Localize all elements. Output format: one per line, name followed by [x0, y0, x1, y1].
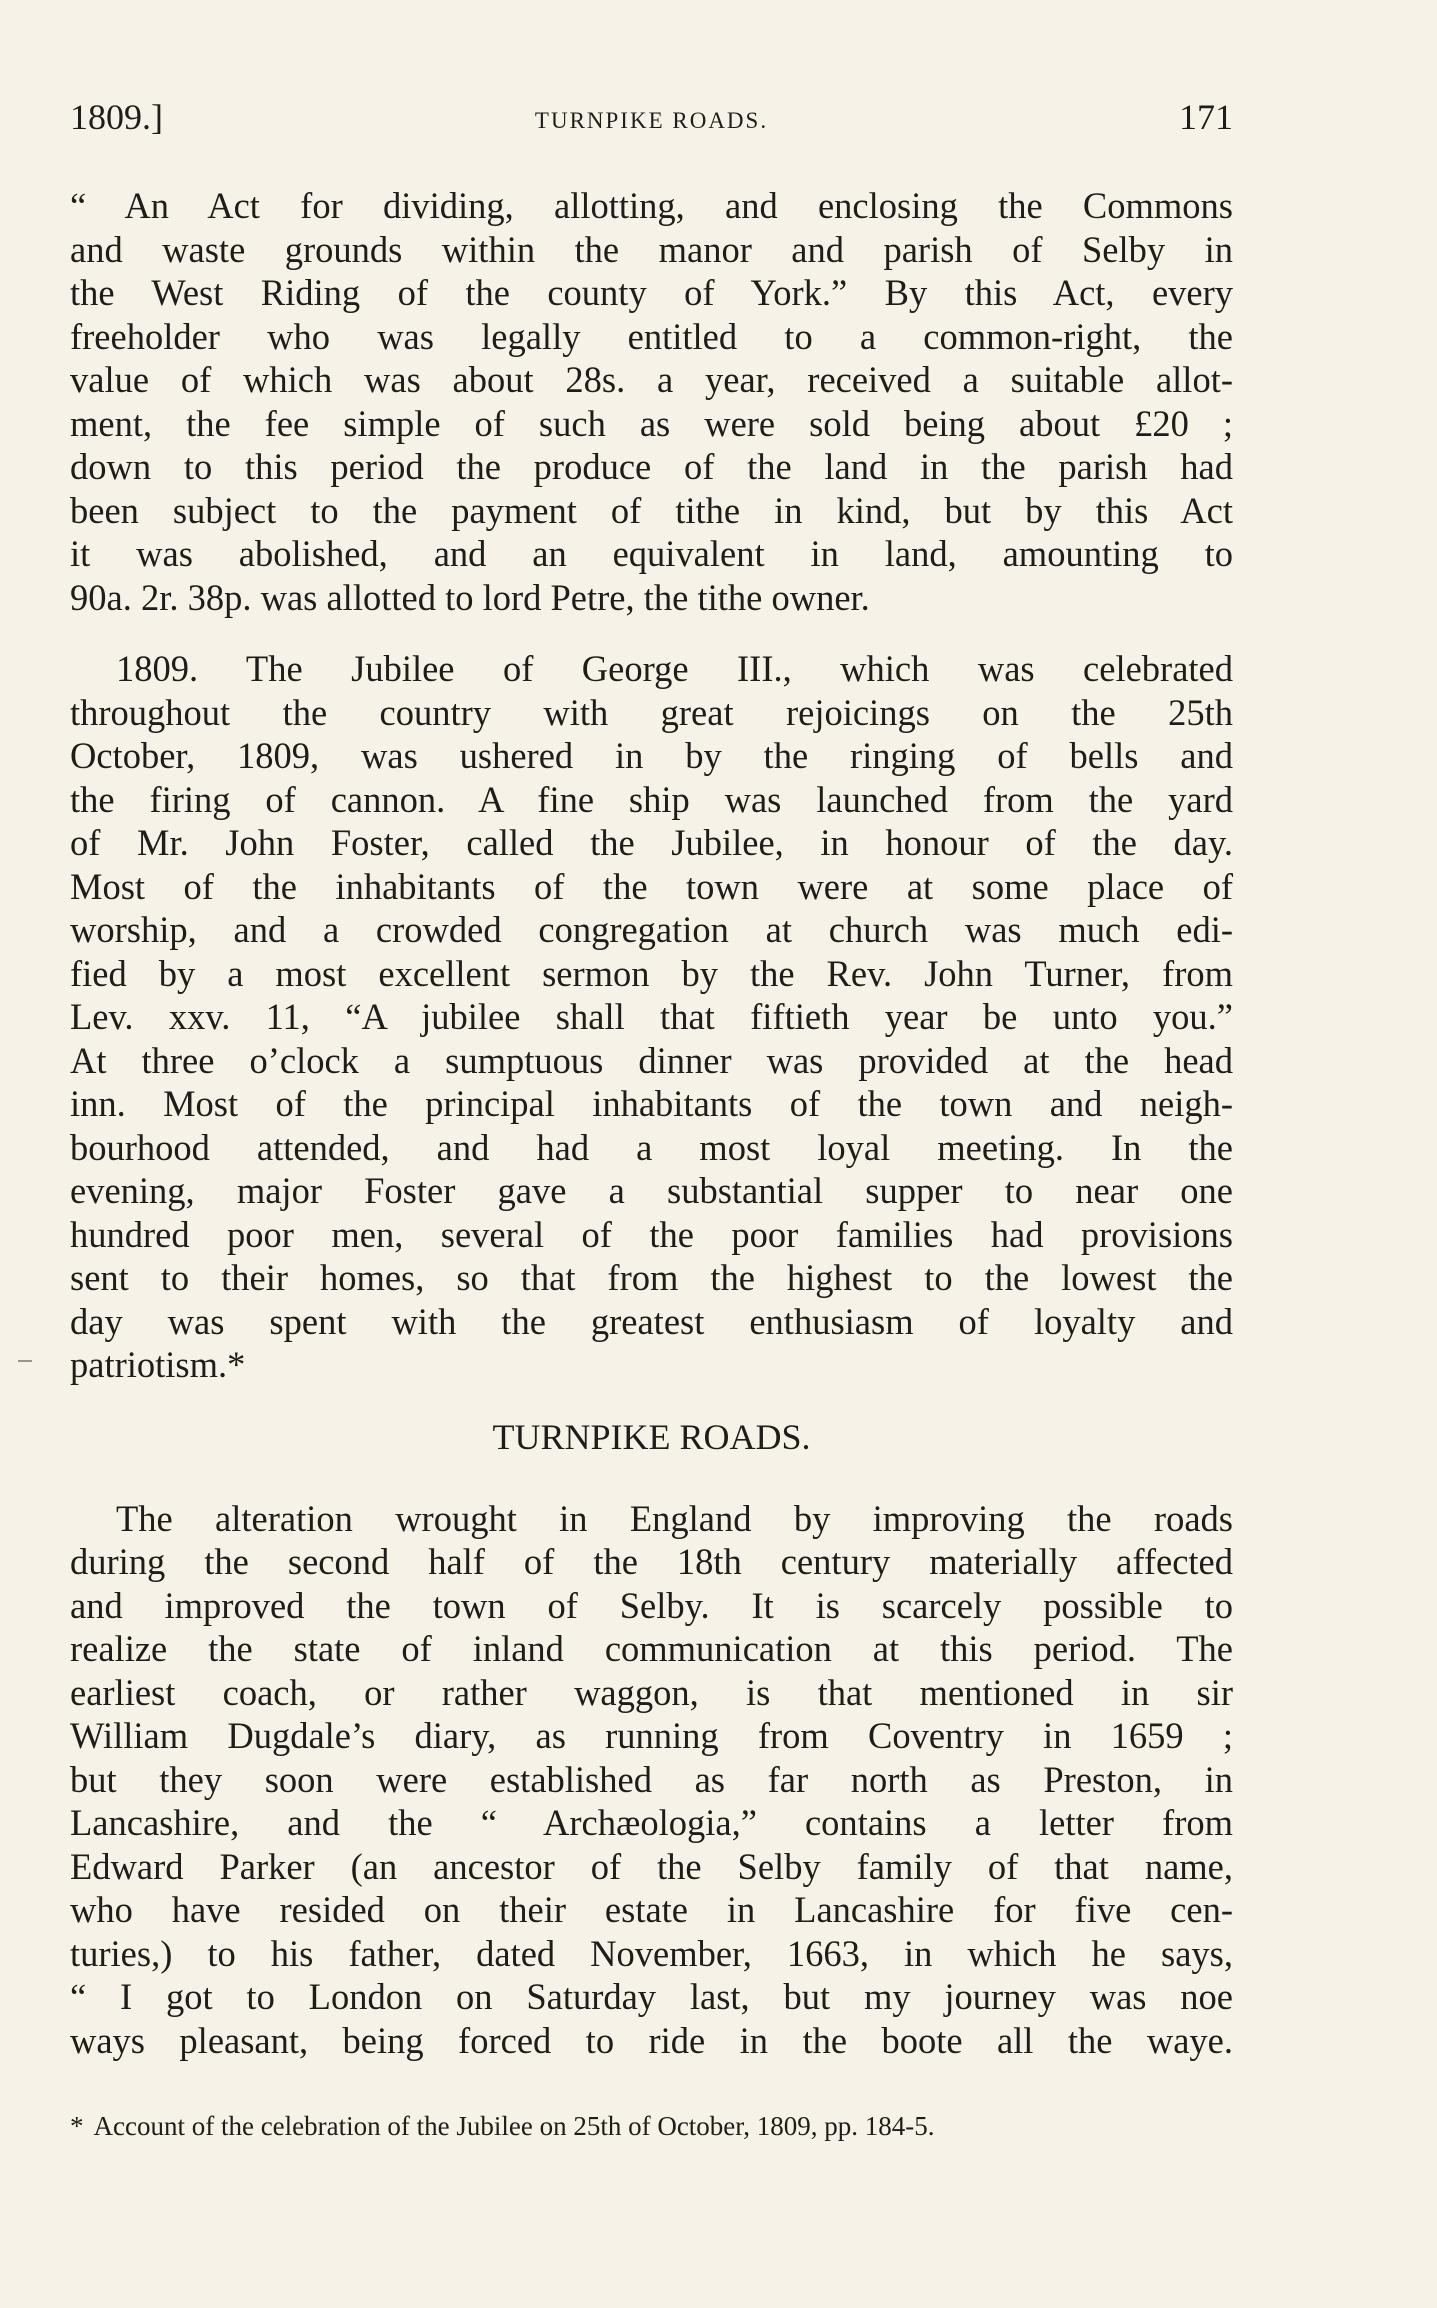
- text-line: fied by a most excellent sermon by the Rev. John Turner, from: [70, 952, 1233, 994]
- text-line: October, 1809, was ushered in by the ringing of bells and: [70, 735, 1233, 776]
- text-line: and improved the town of Selby. It is scarcely possible to: [70, 1584, 1233, 1626]
- text-line: ways pleasant, being forced to ride in the boote all the waye.: [70, 2019, 1233, 2061]
- text-line: Edward Parker (an ancestor of the Selby family of that name,: [70, 1845, 1233, 1887]
- footnote-text: Account of the celebration of the Jubilee on 25th of October, 1809, pp. 184-5.: [93, 2111, 935, 2141]
- paragraph-jubilee: [70, 647, 1233, 1387]
- text-line: 1809. The Jubilee of George III., which was celebrated: [116, 648, 1233, 689]
- section-heading: TURNPIKE ROADS.: [492, 1416, 811, 1457]
- text-line: of Mr. John Foster, called the Jubilee, in honour of the day.: [70, 822, 1233, 863]
- text-line: At three o’clock a sumptuous dinner was provided at the head: [70, 1039, 1233, 1081]
- text-line: turies,) to his father, dated November, 1663, in which he says,: [70, 1932, 1233, 1974]
- text-line: value of which was about 28s. a year, received a suitable allot-: [70, 359, 1233, 400]
- text-line: realize the state of inland communication at this period. The: [70, 1628, 1233, 1669]
- text-line: but they soon were established as far north as Preston, in: [70, 1758, 1233, 1800]
- paragraph-act: [70, 184, 1233, 619]
- text-line: down to this period the produce of the land in the parish had: [70, 446, 1233, 487]
- text-line: The alteration wrought in England by improving the roads: [116, 1497, 1233, 1539]
- text-line: “ I got to London on Saturday last, but my journey was noe: [70, 1976, 1233, 2017]
- text-line: day was spent with the greatest enthusiasm of loyalty and: [70, 1300, 1233, 1342]
- text-line: Lancashire, and the “ Archæologia,” contains a letter from: [70, 1802, 1233, 1843]
- text-line: William Dugdale’s diary, as running from Coventry in 1659 ;: [70, 1715, 1233, 1756]
- text-line: evening, major Foster gave a substantial supper to near one: [70, 1170, 1233, 1211]
- text-line: patriotism.*: [70, 1344, 246, 1385]
- text-line: earliest coach, or rather waggon, is that mentioned in sir: [70, 1671, 1233, 1713]
- text-line: ment, the fee simple of such as were sold being about £20 ;: [70, 402, 1233, 444]
- footnote-marker: *: [70, 2111, 84, 2141]
- text-line: the firing of cannon. A fine ship was launched from the yard: [70, 778, 1233, 820]
- text-line: been subject to the payment of tithe in kind, but by this Act: [70, 489, 1233, 531]
- text-line: and waste grounds within the manor and parish of Selby in: [70, 228, 1233, 270]
- text-line: during the second half of the 18th century materially affected: [70, 1541, 1233, 1582]
- text-line: bourhood attended, and had a most loyal meeting. In the: [70, 1126, 1233, 1168]
- paragraph-roads: [70, 1497, 1233, 2063]
- text-line: Lev. xxv. 11, “A jubilee shall that fiftieth year be unto you.”: [70, 996, 1233, 1037]
- text-line: who have resided on their estate in Lancashire for five cen-: [70, 1889, 1233, 1930]
- text-line: the West Riding of the county of York.” By this Act, every: [70, 272, 1233, 313]
- text-line: freeholder who was legally entitled to a common-right, the: [70, 315, 1233, 357]
- text-line: worship, and a crowded congregation at church was much edi-: [70, 909, 1233, 950]
- text-line: “ An Act for dividing, allotting, and enclosing the Commons: [70, 185, 1233, 226]
- header-year: 1809.]: [70, 97, 163, 137]
- footnote: [70, 2108, 1233, 2144]
- text-line: it was abolished, and an equivalent in land, amounting to: [70, 533, 1233, 574]
- margin-mark: [18, 1360, 32, 1362]
- page-number: 171: [1179, 97, 1233, 137]
- running-title: TURNPIKE ROADS.: [534, 108, 769, 133]
- text-line: throughout the country with great rejoicings on the 25th: [70, 691, 1233, 733]
- text-line: hundred poor men, several of the poor families had provisions: [70, 1213, 1233, 1255]
- page-header: [70, 96, 1233, 146]
- text-line: inn. Most of the principal inhabitants of the town and neigh-: [70, 1083, 1233, 1124]
- page-body: [70, 184, 1233, 2062]
- text-line: 90a. 2r. 38p. was allotted to lord Petre, the tithe owner.: [70, 576, 870, 618]
- text-line: sent to their homes, so that from the highest to the lowest the: [70, 1257, 1233, 1298]
- text-line: Most of the inhabitants of the town were at some place of: [70, 865, 1233, 907]
